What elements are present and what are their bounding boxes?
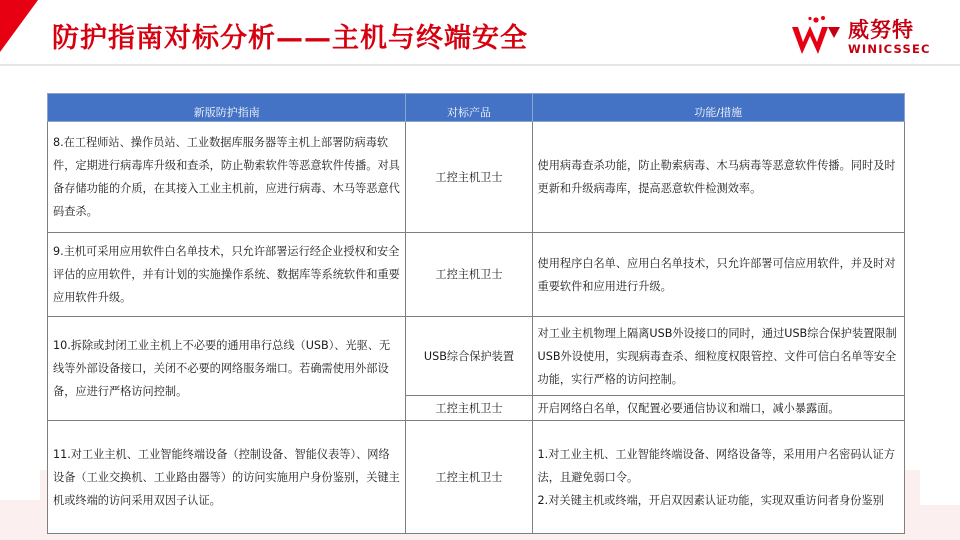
comparison-table <box>47 93 905 534</box>
table-row <box>48 317 905 396</box>
guide-cell: 11.对工业主机、工业智能终端设备（控制设备、智能仪表等）、网络设备（工业交换机、工业路由器等）的访问实施用户身份鉴别，关键主机或终端的访问采用双因子认证。 <box>48 421 406 534</box>
product-cell: 工控主机卫士 <box>406 233 532 317</box>
table-row <box>48 233 905 317</box>
product-cell: 工控主机卫士 <box>406 396 532 421</box>
measure-item: 2.对关键主机或终端，开启双因素认证功能，实现双重访问者身份鉴别 <box>537 493 884 507</box>
measure-cell: 开启网络白名单，仅配置必要通信协议和端口，减小暴露面。 <box>532 396 904 421</box>
logo-w-icon <box>790 14 844 60</box>
table-row <box>48 421 905 534</box>
product-cell: USB综合保护装置 <box>406 317 532 396</box>
logo-english-text: WINICSSEC <box>848 42 931 56</box>
red-corner-decoration <box>0 0 38 52</box>
guide-cell: 9.主机可采用应用软件白名单技术，只允许部署运行经企业授权和安全评估的应用软件，并有计划的实施操作系统、数据库等系统软件和重要应用软件升级。 <box>48 233 406 317</box>
header-measure: 功能/措施 <box>532 94 904 122</box>
product-cell: 工控主机卫士 <box>406 421 532 534</box>
measure-cell: 对工业主机物理上隔离USB外设接口的同时，通过USB综合保护装置限制USB外设使用，实现病毒查杀、细粒度权限管控、文件可信白名单等安全功能，实行严格的访问控制。 <box>532 317 904 396</box>
product-cell: 工控主机卫士 <box>406 122 532 233</box>
table-row <box>48 122 905 233</box>
table-header-row <box>48 94 905 122</box>
guide-cell: 10.拆除或封闭工业主机上不必要的通用串行总线（USB）、光驱、无线等外部设备接口，关闭不必要的网络服务端口。若确需使用外部设备，应进行严格访问控制。 <box>48 317 406 421</box>
header-product: 对标产品 <box>406 94 532 122</box>
company-logo <box>790 12 940 64</box>
header-guide: 新版防护指南 <box>48 94 406 122</box>
guide-cell: 8.在工程师站、操作员站、工业数据库服务器等主机上部署防病毒软件，定期进行病毒库升级和查杀，防止勒索软件等恶意软件传播。对具备存储功能的介质，在其接入工业主机前，应进行病毒、木马等恶意代码查杀。 <box>48 122 406 233</box>
measure-cell: 使用病毒查杀功能，防止勒索病毒、木马病毒等恶意软件传播。同时及时更新和升级病毒库，提高恶意软件检测效率。 <box>532 122 904 233</box>
title-divider <box>0 64 960 66</box>
measure-cell <box>532 421 904 534</box>
page-title: 防护指南对标分析——主机与终端安全 <box>52 23 528 54</box>
measure-cell: 使用程序白名单、应用白名单技术，只允许部署可信应用软件，并及时对重要软件和应用进行升级。 <box>532 233 904 317</box>
logo-chinese-text: 威努特 <box>848 18 914 42</box>
measure-item: 1.对工业主机、工业智能终端设备、网络设备等，采用用户名密码认证方法，且避免弱口令。 <box>537 447 896 484</box>
